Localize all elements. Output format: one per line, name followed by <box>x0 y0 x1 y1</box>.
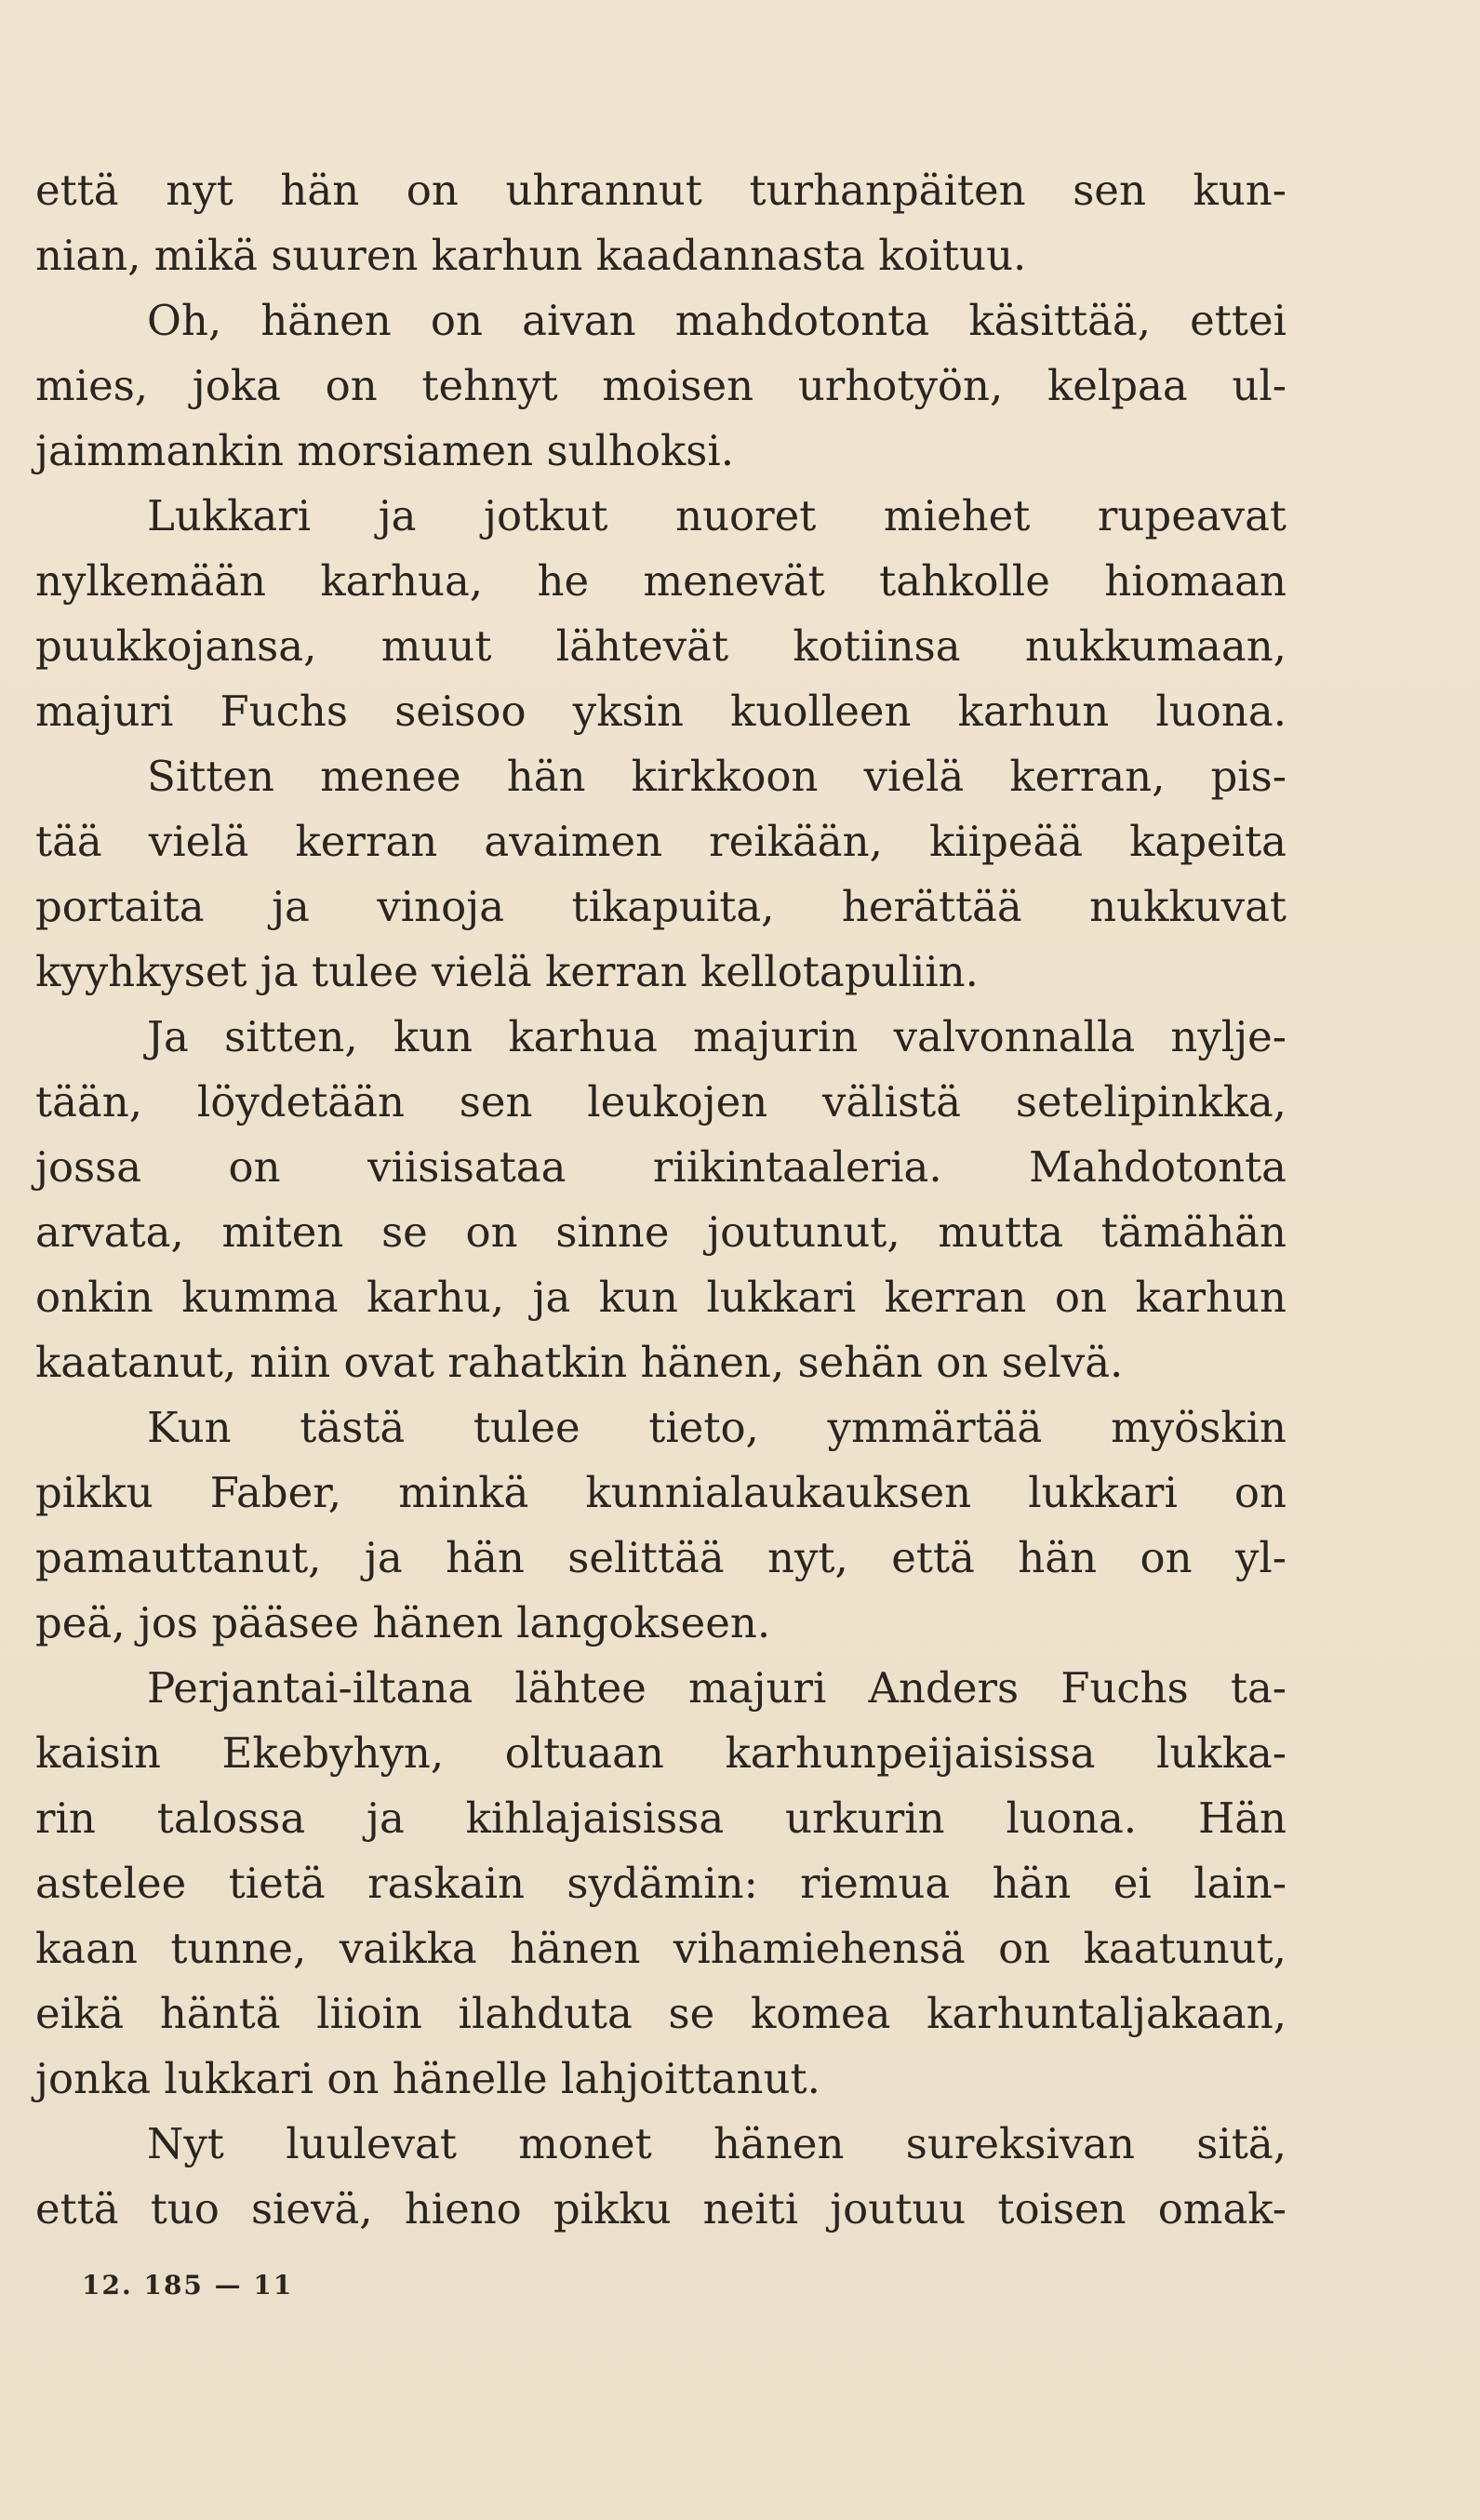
text-line: majuri Fuchs seisoo yksin kuolleen karhun luona. <box>35 687 1287 736</box>
text-line: Kun tästä tulee tieto, ymmärtää myöskin <box>147 1403 1287 1452</box>
text-line: jossa on viisisataa riikintaaleria. Mahdotonta <box>35 1142 1287 1192</box>
text-line: Perjantai-iltana lähtee majuri Anders Fuchs ta- <box>147 1663 1287 1713</box>
text-line: että nyt hän on uhrannut turhanpäiten sen kun- <box>35 166 1287 215</box>
text-line: nylkemään karhua, he menevät tahkolle hiomaan <box>35 556 1287 606</box>
text-line: onkin kumma karhu, ja kun lukkari kerran on karhun <box>35 1273 1287 1322</box>
text-line: portaita ja vinoja tikapuita, herättää nukkuvat <box>35 882 1287 931</box>
text-line: pamauttanut, ja hän selittää nyt, että hän on yl- <box>35 1533 1287 1582</box>
text-line: tää vielä kerran avaimen reikään, kiipeää kapeita <box>35 817 1287 866</box>
text-line: mies, joka on tehnyt moisen urhotyön, kelpaa ul- <box>35 361 1287 410</box>
text-line: Lukkari ja jotkut nuoret miehet rupeavat <box>147 491 1287 540</box>
text-line: peä, jos pääsee hänen langokseen. <box>35 1598 771 1647</box>
text-line: että tuo sievä, hieno pikku neiti joutuu toisen omak- <box>35 2184 1287 2233</box>
text-line: Ja sitten, kun karhua majurin valvonnalla nylje- <box>147 1012 1287 1061</box>
text-line: puukkojansa, muut lähtevät kotiinsa nukkumaan, <box>35 621 1287 671</box>
text-line: Sitten menee hän kirkkoon vielä kerran, pis- <box>147 752 1287 801</box>
text-line: kaisin Ekebyhyn, oltuaan karhunpeijaisissa lukka- <box>35 1728 1287 1778</box>
text-line: pikku Faber, minkä kunnialaukauksen lukkari on <box>35 1468 1287 1517</box>
text-line: eikä häntä liioin ilahduta se komea karhuntaljakaan, <box>35 1989 1287 2038</box>
text-line: Oh, hänen on aivan mahdotonta käsittää, ettei <box>147 296 1287 345</box>
text-line: nian, mikä suuren karhun kaadannasta koituu. <box>35 231 1027 280</box>
text-line: jaimmankin morsiamen sulhoksi. <box>35 426 735 475</box>
text-line: jonka lukkari on hänelle lahjoittanut. <box>35 2054 820 2103</box>
text-line: rin talossa ja kihlajaisissa urkurin luona. Hän <box>35 1793 1287 1843</box>
text-line: kyyhkyset ja tulee vielä kerran kellotapuliin. <box>35 947 979 996</box>
text-line: Nyt luulevat monet hänen sureksivan sitä, <box>147 2119 1287 2168</box>
text-line: kaan tunne, vaikka hänen vihamiehensä on kaatunut, <box>35 1924 1287 1973</box>
text-line: kaatanut, niin ovat rahatkin hänen, sehän on selvä. <box>35 1338 1124 1387</box>
text-line: tään, löydetään sen leukojen välistä setelipinkka, <box>35 1077 1287 1127</box>
signature-mark: 12. 185 — 11 <box>82 2270 294 2300</box>
text-line: astelee tietä raskain sydämin: riemua hän ei lain- <box>35 1859 1287 1908</box>
text-line: arvata, miten se on sinne joutunut, mutta tämähän <box>35 1207 1287 1257</box>
